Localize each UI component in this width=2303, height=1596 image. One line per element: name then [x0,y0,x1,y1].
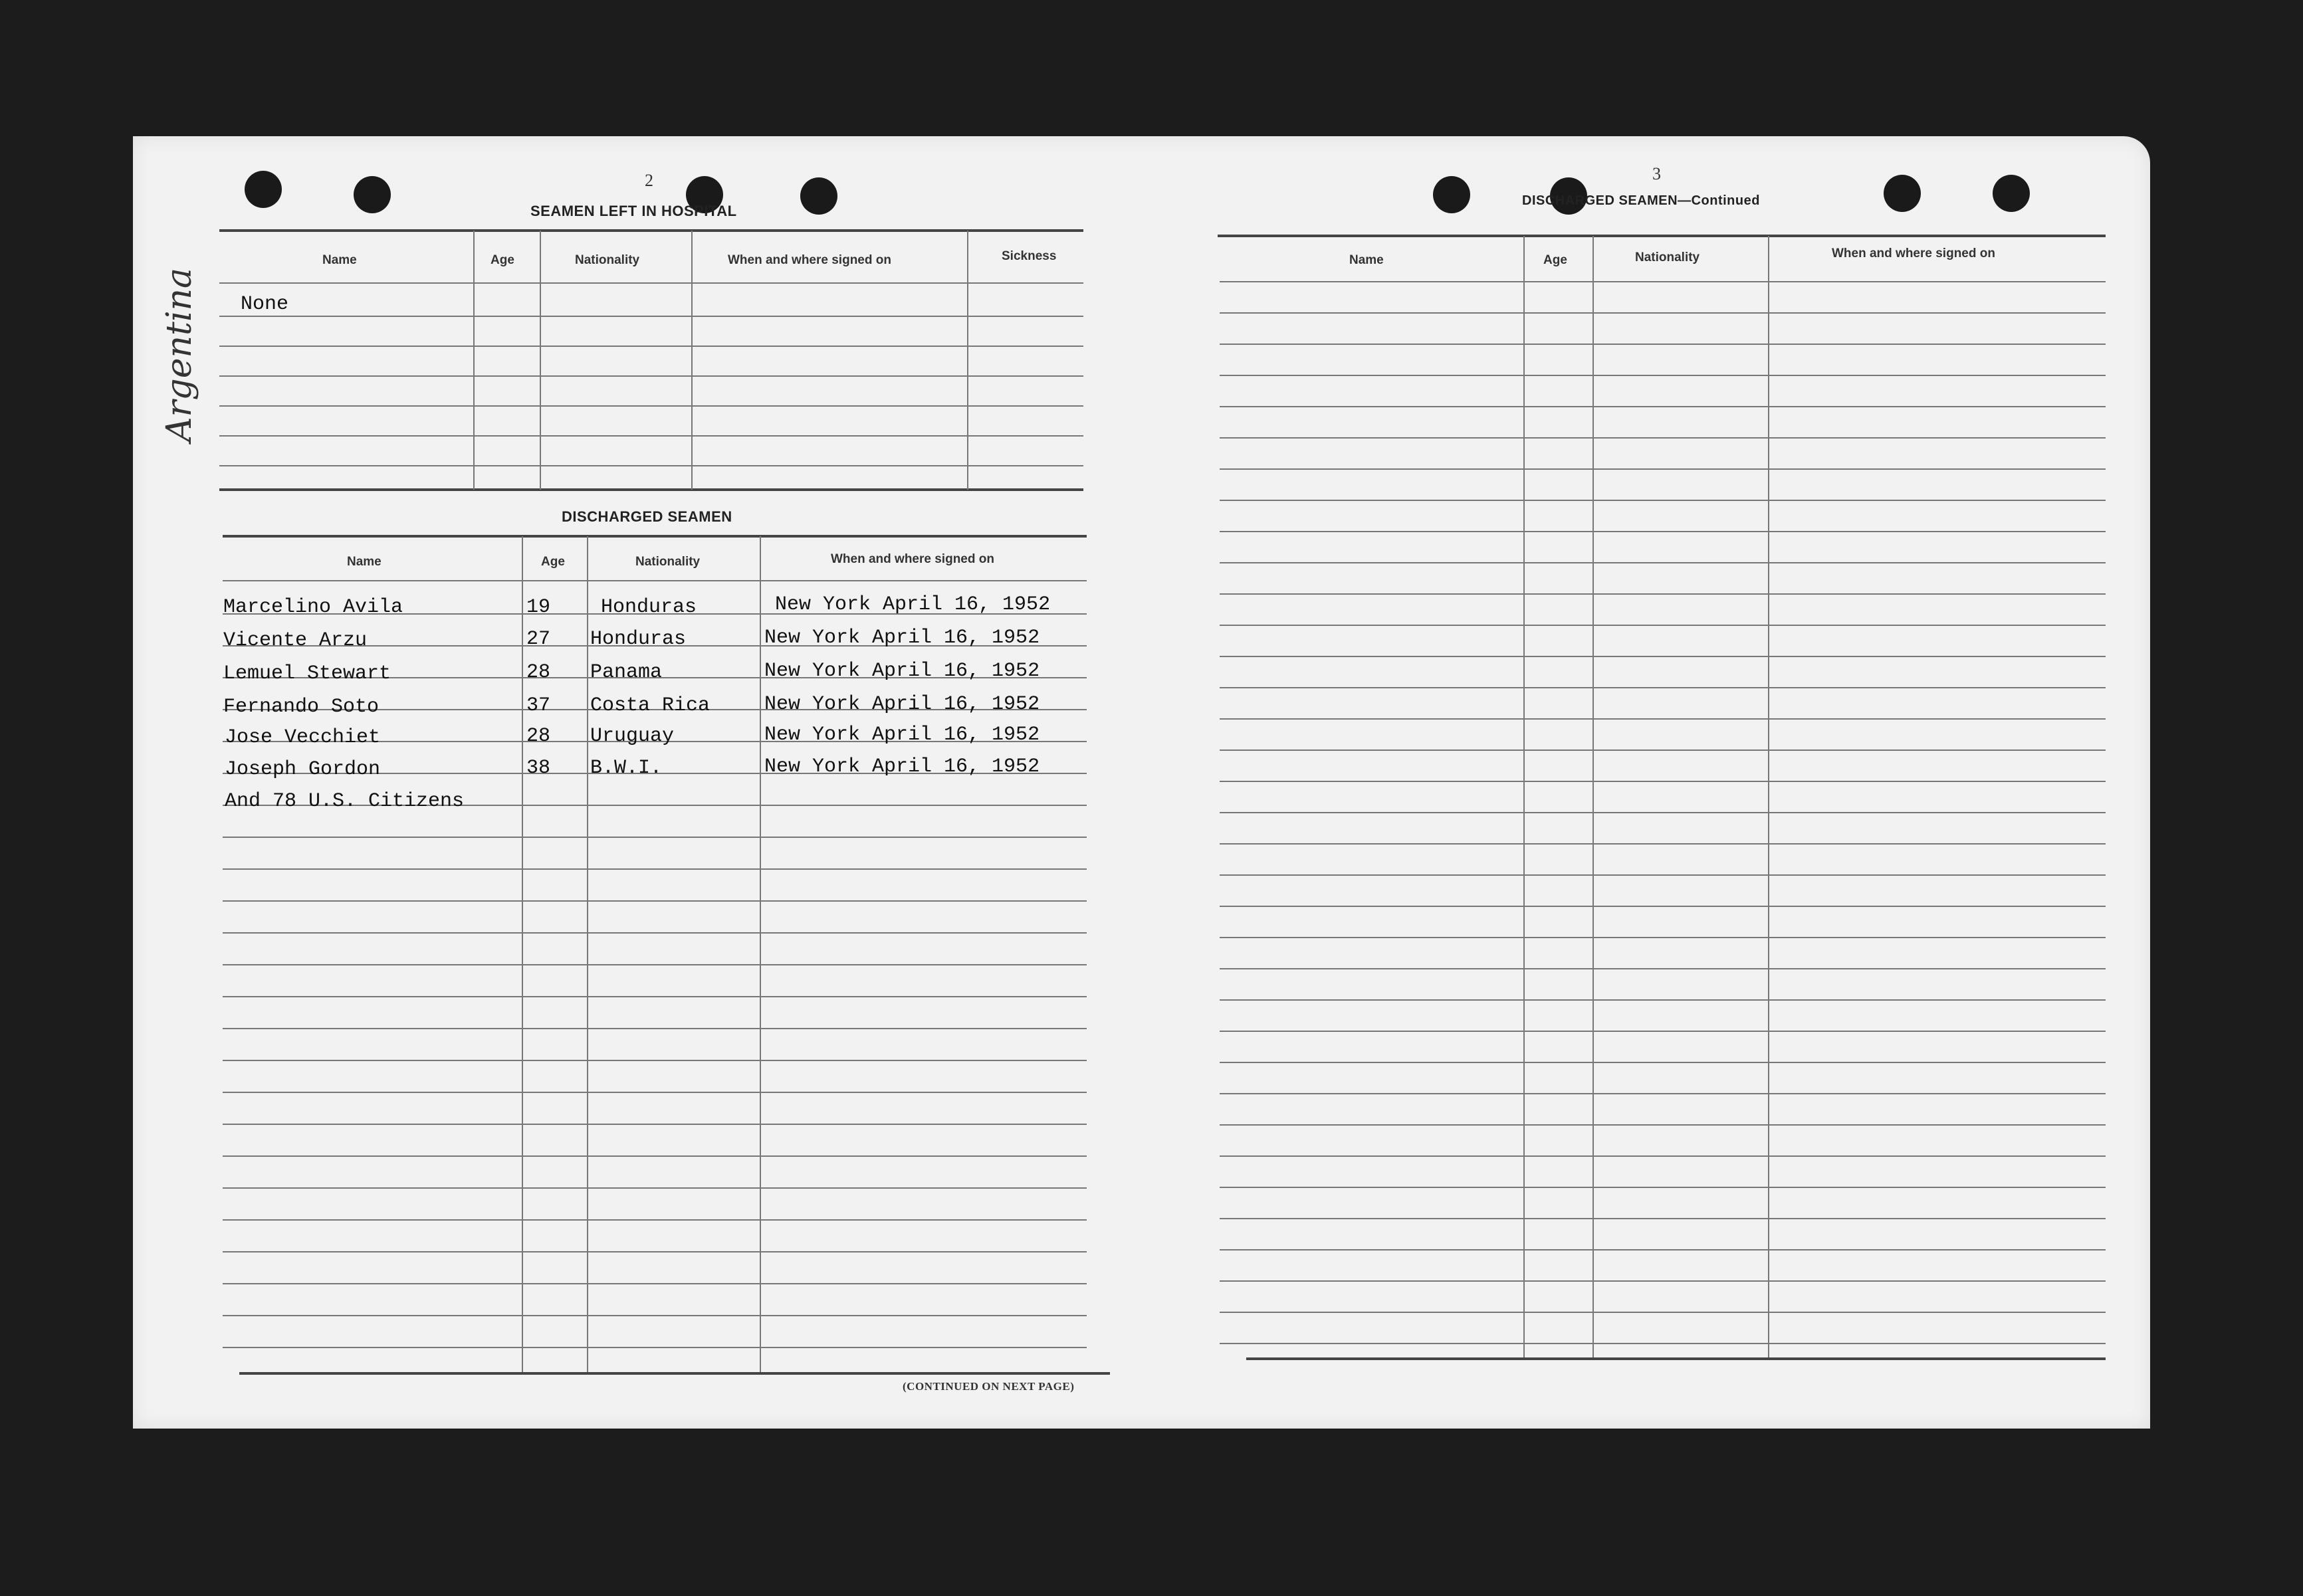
seaman-signed-on: New York April 16, 1952 [764,660,1040,682]
punch-hole [1884,175,1921,212]
seaman-signed-on: New York April 16, 1952 [775,593,1051,616]
column-divider [1523,236,1525,1359]
seaman-age: 28 [526,661,551,684]
column-header-signed-on: When and where signed on [831,552,994,566]
ruled-line [223,1092,1087,1093]
punch-hole [245,171,282,208]
ruled-line [1220,812,2106,813]
column-divider [522,536,523,1373]
page-number-right: 3 [1652,164,1661,183]
ruled-line [1220,437,2106,439]
ruled-line [1220,1187,2106,1188]
column-header-age: Age [1543,253,1567,267]
column-header-sickness: Sickness [1002,249,1057,263]
table-rule [219,375,1083,377]
seaman-name: Marcelino Avila [223,596,403,619]
column-header-nationality: Nationality [1635,250,1700,264]
right-page-title: DISCHARGED SEAMEN—Continued [1522,193,1760,208]
column-divider [1592,236,1594,1359]
seaman-age: 19 [526,596,551,619]
ruled-line [1220,906,2106,907]
seaman-signed-on: New York April 16, 1952 [764,755,1040,778]
column-header-age: Age [491,253,514,267]
ruled-line [1220,937,2106,938]
column-header-name: Name [347,555,382,569]
ruled-line [223,1060,1087,1061]
punch-hole [1433,176,1470,213]
column-divider [967,231,968,490]
column-divider [691,231,693,490]
ruled-line [1220,1218,2106,1219]
seaman-name: Jose Vecchiet [225,726,381,749]
ruled-line [223,932,1087,934]
ruled-line [1220,312,2106,314]
seaman-nationality: Uruguay [590,725,675,748]
ruled-line [1220,874,2106,876]
ruled-line [223,1124,1087,1125]
seaman-age: 37 [526,694,551,717]
ruled-line [223,1219,1087,1221]
column-divider [540,231,541,490]
seaman-signed-on: New York April 16, 1952 [764,724,1040,746]
ruled-line [223,1028,1087,1029]
ruled-line [223,996,1087,997]
ruled-line [1220,1124,2106,1126]
discharged-section-title: DISCHARGED SEAMEN [562,508,732,525]
seaman-age: 28 [526,725,551,748]
ruled-line [1220,468,2106,470]
column-header-name: Name [1349,253,1384,267]
ruled-line [223,1251,1087,1252]
seaman-signed-on: New York April 16, 1952 [764,693,1040,716]
seaman-nationality: Honduras [601,596,697,619]
ruled-line [223,900,1087,902]
punch-hole [1993,175,2030,212]
seaman-name: Lemuel Stewart [223,662,391,685]
ruled-line [1220,1062,2106,1063]
table-rule [1246,1357,2106,1360]
ruled-line [1220,406,2106,407]
ruled-line [1220,749,2106,751]
column-header-nationality: Nationality [575,253,640,267]
ruled-line [223,964,1087,965]
seaman-name: Vicente Arzu [223,629,368,652]
table-rule [219,405,1083,407]
seaman-nationality: Costa Rica [590,694,711,717]
ruled-line [223,1283,1087,1284]
column-header-signed-on: When and where signed on [1832,247,1995,260]
table-rule [223,580,1087,581]
table-rule [219,316,1083,317]
ruled-line [1220,1155,2106,1157]
ruled-line [1220,531,2106,532]
continued-note: (CONTINUED ON NEXT PAGE) [903,1380,1075,1393]
table-rule [219,346,1083,347]
ruled-line [1220,781,2106,782]
ruled-line [1220,843,2106,845]
column-header-name: Name [322,253,357,267]
table-rule [219,282,1083,284]
ruled-line [1220,593,2106,595]
column-divider [587,536,588,1373]
punch-hole [354,176,391,213]
column-divider [473,231,475,490]
ruled-line [1220,281,2106,282]
seaman-name: Joseph Gordon [225,758,381,781]
ruled-line [1220,562,2106,563]
hospital-section-title: SEAMEN LEFT IN HOSPITAL [530,203,737,219]
column-header-age: Age [541,555,565,569]
seaman-nationality: B.W.I. [590,757,663,779]
ruled-line [223,1187,1087,1189]
ruled-line [1220,1343,2106,1344]
table-rule [239,1372,1110,1375]
seaman-name: Fernando Soto [223,696,380,718]
column-header-nationality: Nationality [635,555,701,569]
ruled-line [1220,999,2106,1001]
ruled-line [1220,1280,2106,1282]
page-number-left: 2 [645,171,653,190]
hospital-entry: None [241,293,289,316]
ruled-line [1220,375,2106,376]
column-divider [760,536,761,1373]
seaman-age: 38 [526,757,551,779]
ruled-line [223,1155,1087,1157]
seaman-signed-on: New York April 16, 1952 [764,627,1040,649]
ruled-line [1220,1249,2106,1250]
punch-hole [800,177,837,215]
ruled-line [1220,1093,2106,1094]
ruled-line [223,1347,1087,1348]
handwritten-margin-note: Argentina [160,268,199,442]
citizens-summary: And 78 U.S. Citizens [225,790,465,813]
ruled-line [1220,687,2106,688]
ruled-line [223,868,1087,870]
seaman-nationality: Panama [590,661,663,684]
ruled-line [223,837,1087,838]
ruled-line [1220,344,2106,345]
column-divider [1768,236,1769,1359]
table-rule [219,435,1083,437]
table-rule [219,488,1083,491]
document-sheet [133,136,2150,1429]
ruled-line [1220,968,2106,969]
seaman-nationality: Honduras [590,628,687,650]
table-rule [223,535,1087,538]
table-rule [219,229,1083,232]
column-header-signed-on: When and where signed on [728,253,891,267]
ruled-line [1220,500,2106,501]
ruled-line [223,1315,1087,1316]
table-rule [1218,235,2106,237]
seaman-age: 27 [526,628,551,650]
ruled-line [1220,718,2106,720]
ruled-line [1220,656,2106,657]
ruled-line [1220,1312,2106,1313]
table-rule [219,465,1083,466]
ruled-line [1220,1031,2106,1032]
ruled-line [1220,625,2106,626]
